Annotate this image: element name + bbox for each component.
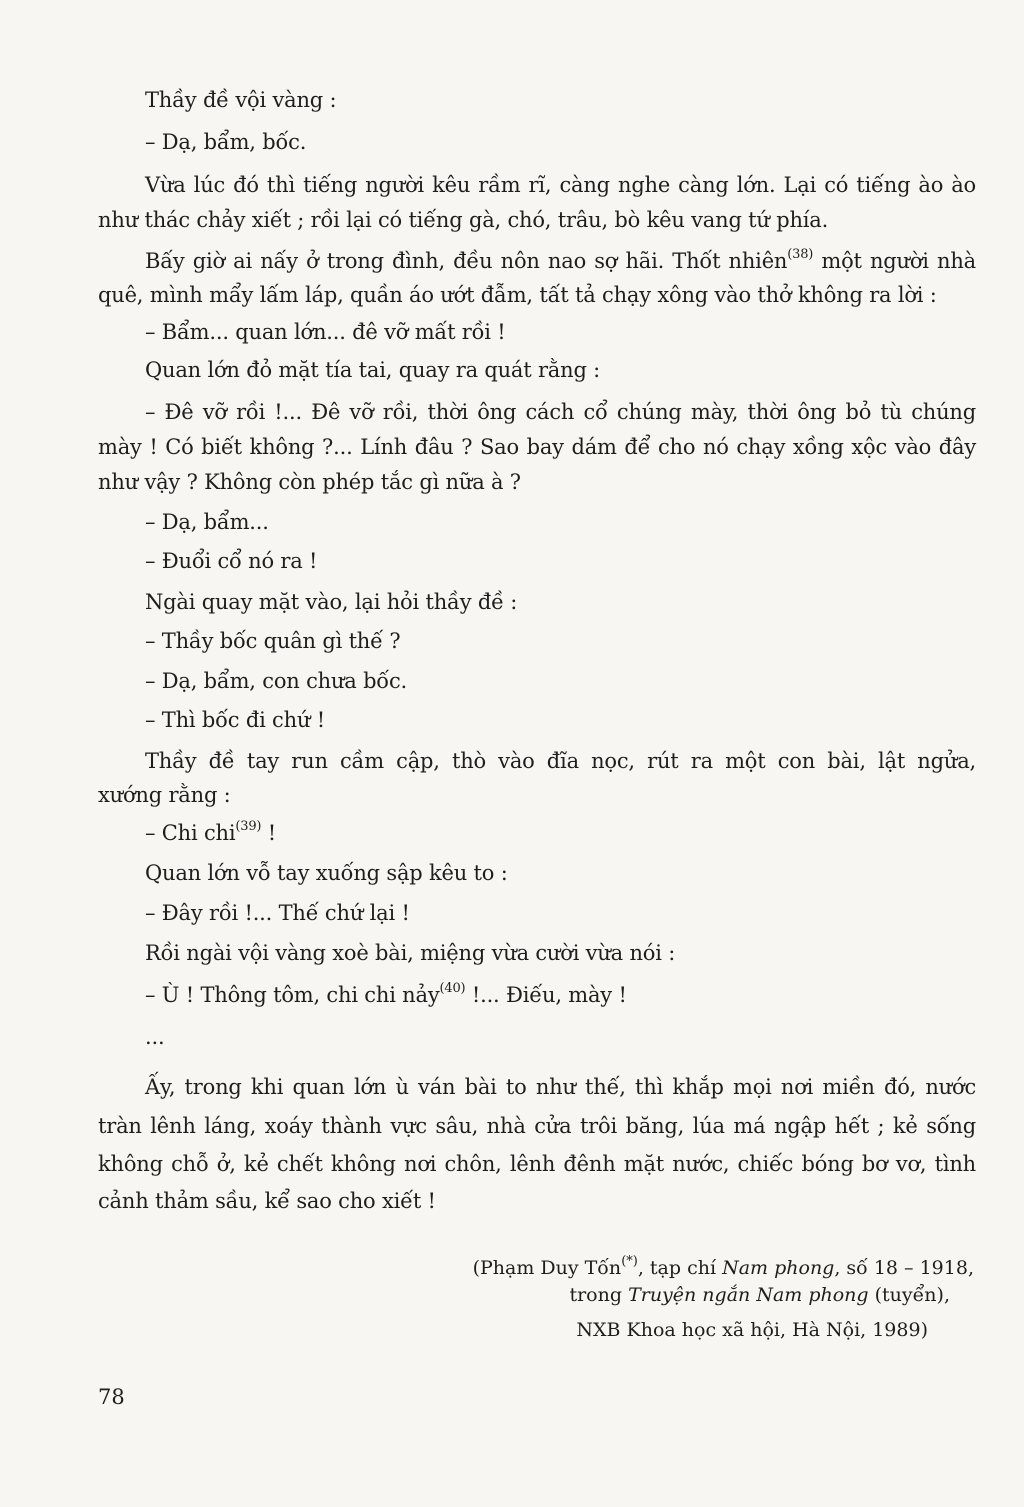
paragraph-line: Vừa lúc đó thì tiếng người kêu rầm rĩ, càng nghe càng lớn. Lại có tiếng ào ào	[145, 173, 976, 197]
source-citation-line: (Phạm Duy Tốn(*), tạp chí Nam phong, số 18 – 1918,	[472, 1253, 974, 1279]
paragraph-line: như thác chảy xiết ; rồi lại có tiếng gà, chó, trâu, bò kêu vang tứ phía.	[98, 208, 829, 232]
paragraph-line: Ngài quay mặt vào, lại hỏi thầy đề :	[145, 590, 518, 614]
dialogue-line: – Dạ, bẩm...	[145, 510, 269, 534]
dialogue-line: – Bẩm... quan lớn... đê vỡ mất rồi !	[145, 320, 506, 344]
paragraph-line: Thầy đề vội vàng :	[145, 88, 337, 112]
dialogue-line: – Đuổi cổ nó ra !	[145, 549, 318, 573]
ellipsis-line: ...	[145, 1025, 165, 1049]
paragraph-line: Quan lớn đỏ mặt tía tai, quay ra quát rằng :	[145, 358, 601, 382]
paragraph-line: Rồi ngài vội vàng xoè bài, miệng vừa cười vừa nói :	[145, 941, 676, 965]
dialogue-line: – Thì bốc đi chứ !	[145, 708, 325, 732]
paragraph-line: Ấy, trong khi quan lớn ù ván bài to như thế, thì khắp mọi nơi miền đó, nước	[145, 1075, 976, 1099]
dialogue-line: – Dạ, bẩm, bốc.	[145, 130, 307, 154]
paragraph-line: cảnh thảm sầu, kể sao cho xiết !	[98, 1189, 436, 1213]
footnote-ref-39: (39)	[235, 819, 262, 834]
paragraph-line: quê, mình mẩy lấm láp, quần áo ướt đẫm, tất tả chạy xông vào thở không ra lời :	[98, 283, 937, 307]
dialogue-line: – Chi chi$^{(39)}$ !	[145, 819, 276, 845]
footnote-ref-40: (40)	[439, 981, 466, 996]
paragraph-line: tràn lênh láng, xoáy thành vực sâu, nhà cửa trôi băng, lúa má ngập hết ; kẻ sống	[98, 1114, 976, 1138]
source-citation-line: NXB Khoa học xã hội, Hà Nội, 1989)	[576, 1319, 928, 1341]
footnote-ref-star: (*)	[621, 1253, 638, 1269]
page-number: 78	[98, 1385, 125, 1409]
paragraph-line: Thầy đề tay run cầm cập, thò vào đĩa nọc, rút ra một con bài, lật ngửa,	[145, 749, 976, 773]
dialogue-line: – Đây rồi !... Thế chứ lại !	[145, 901, 410, 925]
paragraph-line: Quan lớn vỗ tay xuống sập kêu to :	[145, 861, 508, 885]
paragraph-line: không chỗ ở, kẻ chết không nơi chôn, lênh đênh mặt nước, chiếc bóng bơ vơ, tình	[98, 1152, 976, 1176]
footnote-ref-38: (38)	[787, 247, 814, 262]
dialogue-line: như vậy ? Không còn phép tắc gì nữa à ?	[98, 470, 521, 494]
paragraph-line: Bấy giờ ai nấy ở trong đình, đều nôn nao sợ hãi. Thốt nhiên$^{(38)}$ một người nhà	[145, 247, 976, 273]
dialogue-line: – Đê vỡ rồi !... Đê vỡ rồi, thời ông cách cổ chúng mày, thời ông bỏ tù chúng	[145, 400, 976, 424]
dialogue-line: – Thầy bốc quân gì thế ?	[145, 629, 401, 653]
source-citation-line: trong Truyện ngắn Nam phong (tuyển),	[569, 1284, 950, 1306]
dialogue-line: – Ù ! Thông tôm, chi chi nảy$^{(40)}$ !... Điếu, mày !	[145, 981, 627, 1007]
dialogue-line: – Dạ, bẩm, con chưa bốc.	[145, 669, 407, 693]
paragraph-line: xướng rằng :	[98, 783, 231, 807]
dialogue-line: mày ! Có biết không ?... Lính đâu ? Sao bay dám để cho nó chạy xồng xộc vào đây	[98, 435, 976, 459]
